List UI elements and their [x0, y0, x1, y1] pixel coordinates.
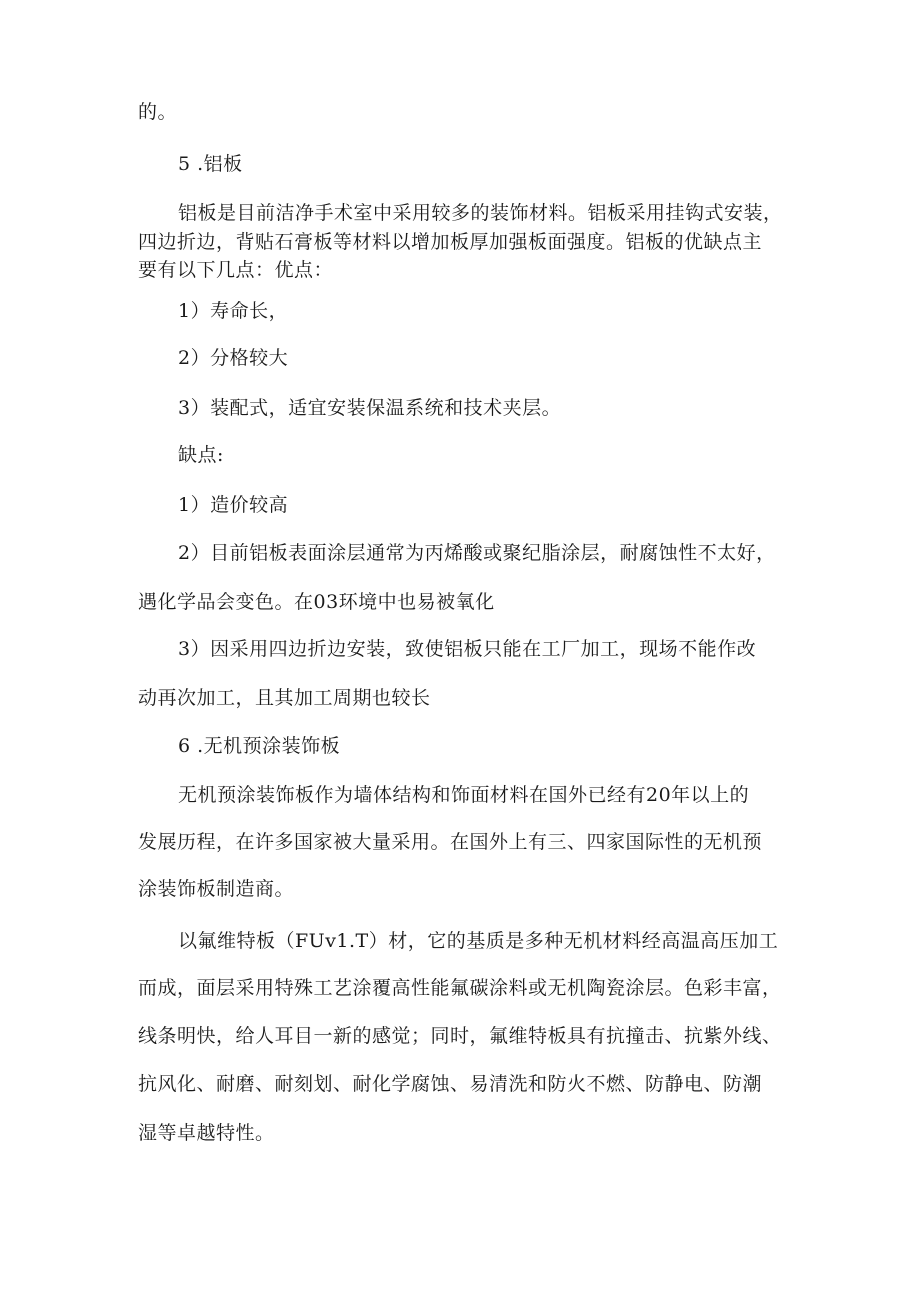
subheading-disadvantages: 缺点:: [178, 444, 224, 466]
paragraph-line: 而成，面层采用特殊工艺涂覆高性能氟碳涂料或无机陶瓷涂层。色彩丰富，: [138, 977, 782, 999]
text-line-continuation: 的。: [138, 101, 178, 123]
paragraph-line: 无机预涂装饰板作为墙体结构和饰面材料在国外已经有20年以上的: [178, 784, 750, 806]
list-item: 3）因采用四边折边安装，致使铝板只能在工厂加工，现场不能作改: [178, 638, 757, 660]
list-item-continuation: 动再次加工，且其加工周期也较长: [138, 687, 431, 709]
section-heading-inorganic-panel: 6 .无机预涂装饰板: [178, 735, 341, 757]
list-item: 1）造价较高: [178, 494, 289, 516]
list-item: 3）装配式，适宜安装保温系统和技术夹层。: [178, 397, 562, 419]
paragraph-line: 线条明快，给人耳目一新的感觉；同时，氟维特板具有抗撞击、抗紫外线、: [138, 1025, 782, 1047]
paragraph-line: 抗风化、耐磨、耐刻划、耐化学腐蚀、易清洗和防火不燃、防静电、防潮: [138, 1073, 763, 1095]
list-item: 2）目前铝板表面涂层通常为丙烯酸或聚纪脂涂层，耐腐蚀性不太好，: [178, 542, 776, 564]
paragraph-line: 发展历程，在许多国家被大量采用。在国外上有三、四家国际性的无机预: [138, 831, 763, 853]
list-item: 2）分格较大: [178, 347, 289, 369]
section-heading-aluminum-panel: 5 .铝板: [178, 153, 243, 175]
paragraph-line: 以氟维特板（FUv1.T）材，它的基质是多种无机材料经高温高压加工: [178, 930, 779, 952]
paragraph-line: 要有以下几点：优点：: [138, 259, 334, 281]
list-item: 1）寿命长，: [178, 300, 289, 322]
list-item-continuation: 遇化学品会变色。在03环境中也易被氧化: [138, 591, 495, 613]
paragraph-line: 湿等卓越特性。: [138, 1122, 275, 1144]
paragraph-line: 涂装饰板制造商。: [138, 878, 295, 900]
paragraph-line: 铝板是目前洁净手术室中采用较多的装饰材料。铝板采用挂钩式安装，: [178, 202, 783, 224]
paragraph-line: 四边折边，背贴石膏板等材料以增加板厚加强板面强度。铝板的优缺点主: [138, 231, 763, 253]
